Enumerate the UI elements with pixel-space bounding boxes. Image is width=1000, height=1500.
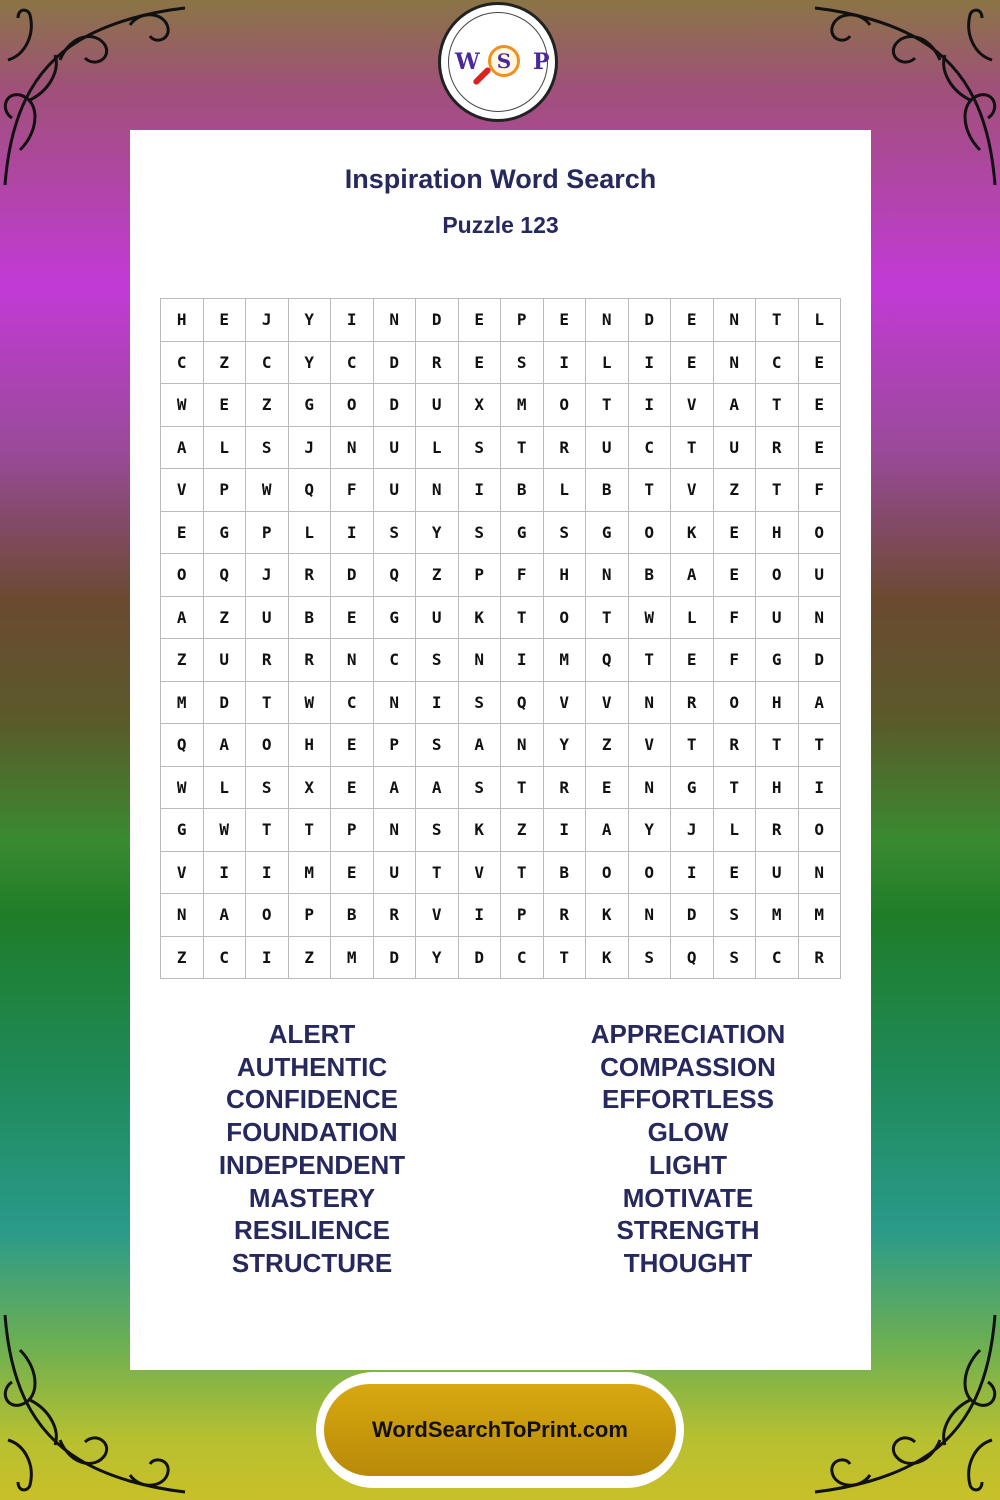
grid-cell[interactable]: T <box>416 852 459 895</box>
grid-cell[interactable]: H <box>544 554 587 597</box>
grid-cell[interactable]: Z <box>714 469 757 512</box>
grid-cell[interactable]: Q <box>374 554 417 597</box>
grid-cell[interactable]: A <box>799 682 842 725</box>
grid-cell[interactable]: U <box>246 597 289 640</box>
grid-cell[interactable]: H <box>289 724 332 767</box>
word-list-item: CONFIDENCE <box>226 1084 398 1115</box>
grid-cell[interactable]: H <box>756 512 799 555</box>
grid-cell[interactable]: Y <box>289 342 332 385</box>
grid-cell[interactable]: G <box>204 512 247 555</box>
grid-cell[interactable]: D <box>799 639 842 682</box>
grid-cell[interactable]: V <box>161 852 204 895</box>
grid-cell[interactable]: D <box>204 682 247 725</box>
grid-cell[interactable]: U <box>374 469 417 512</box>
grid-cell[interactable]: J <box>671 809 714 852</box>
grid-cell[interactable]: I <box>629 342 672 385</box>
grid-cell[interactable]: R <box>756 809 799 852</box>
grid-cell[interactable]: I <box>671 852 714 895</box>
grid-cell[interactable]: E <box>671 639 714 682</box>
grid-cell[interactable]: S <box>544 512 587 555</box>
logo-letter-p: P <box>533 49 550 75</box>
grid-cell[interactable]: H <box>756 682 799 725</box>
grid-cell[interactable]: U <box>799 554 842 597</box>
grid-cell[interactable]: A <box>374 767 417 810</box>
grid-cell[interactable]: Z <box>204 597 247 640</box>
grid-cell[interactable]: E <box>544 299 587 342</box>
grid-cell[interactable]: M <box>799 894 842 937</box>
grid-cell[interactable]: J <box>246 299 289 342</box>
grid-cell[interactable]: O <box>331 384 374 427</box>
grid-cell[interactable]: D <box>671 894 714 937</box>
grid-cell[interactable]: C <box>756 937 799 980</box>
grid-cell[interactable]: B <box>289 597 332 640</box>
grid-cell[interactable]: L <box>799 299 842 342</box>
grid-cell[interactable]: S <box>374 512 417 555</box>
grid-cell[interactable]: E <box>331 852 374 895</box>
grid-cell[interactable]: N <box>331 427 374 470</box>
grid-cell[interactable]: T <box>671 427 714 470</box>
grid-cell[interactable]: Q <box>586 639 629 682</box>
grid-cell[interactable]: T <box>246 809 289 852</box>
word-list-item: MASTERY <box>248 1182 376 1213</box>
grid-cell[interactable]: C <box>374 639 417 682</box>
grid-cell[interactable]: Y <box>416 512 459 555</box>
grid-cell[interactable]: X <box>289 767 332 810</box>
grid-cell[interactable]: V <box>586 682 629 725</box>
grid-cell[interactable]: N <box>629 682 672 725</box>
grid-cell[interactable]: E <box>586 767 629 810</box>
grid-cell[interactable]: Z <box>204 342 247 385</box>
grid-cell[interactable]: J <box>246 554 289 597</box>
grid-cell[interactable]: O <box>799 809 842 852</box>
grid-cell[interactable]: A <box>586 809 629 852</box>
grid-cell[interactable]: M <box>161 682 204 725</box>
grid-cell[interactable]: B <box>331 894 374 937</box>
grid-cell[interactable]: L <box>204 767 247 810</box>
grid-cell[interactable]: S <box>501 342 544 385</box>
grid-cell[interactable]: I <box>416 682 459 725</box>
grid-cell[interactable]: U <box>756 597 799 640</box>
grid-cell[interactable]: T <box>629 639 672 682</box>
grid-cell[interactable]: D <box>374 342 417 385</box>
grid-cell[interactable]: K <box>459 809 502 852</box>
grid-cell[interactable]: E <box>799 384 842 427</box>
grid-cell[interactable]: T <box>714 767 757 810</box>
grid-cell[interactable]: M <box>501 384 544 427</box>
grid-cell[interactable]: D <box>374 384 417 427</box>
grid-cell[interactable]: R <box>671 682 714 725</box>
grid-cell[interactable]: R <box>799 937 842 980</box>
grid-cell[interactable]: U <box>204 639 247 682</box>
grid-cell[interactable]: O <box>246 724 289 767</box>
grid-cell[interactable]: Z <box>416 554 459 597</box>
grid-cell[interactable]: T <box>756 469 799 512</box>
grid-cell[interactable]: K <box>671 512 714 555</box>
word-list-item: MOTIVATE <box>622 1182 754 1213</box>
grid-cell[interactable]: D <box>416 299 459 342</box>
grid-cell[interactable]: I <box>459 469 502 512</box>
word-list-item: INDEPENDENT <box>218 1149 406 1180</box>
grid-cell[interactable]: O <box>629 512 672 555</box>
grid-cell[interactable]: A <box>161 427 204 470</box>
grid-cell[interactable]: G <box>671 767 714 810</box>
grid-cell[interactable]: M <box>544 639 587 682</box>
grid-cell[interactable]: D <box>629 299 672 342</box>
grid-cell[interactable]: C <box>246 342 289 385</box>
grid-cell[interactable]: T <box>501 597 544 640</box>
grid-cell[interactable]: O <box>544 384 587 427</box>
grid-cell[interactable]: U <box>374 427 417 470</box>
grid-cell[interactable]: T <box>671 724 714 767</box>
grid-cell[interactable]: S <box>459 512 502 555</box>
grid-cell[interactable]: V <box>671 469 714 512</box>
grid-cell[interactable]: E <box>671 342 714 385</box>
grid-cell[interactable]: E <box>459 299 502 342</box>
grid-cell[interactable]: N <box>586 299 629 342</box>
grid-cell[interactable]: D <box>459 937 502 980</box>
grid-cell[interactable]: I <box>331 512 374 555</box>
logo-letter-w: W <box>455 49 480 75</box>
grid-cell[interactable]: E <box>714 554 757 597</box>
grid-cell[interactable]: F <box>331 469 374 512</box>
grid-cell[interactable]: Q <box>671 937 714 980</box>
grid-cell[interactable]: W <box>289 682 332 725</box>
grid-cell[interactable]: R <box>714 724 757 767</box>
grid-cell[interactable]: U <box>714 427 757 470</box>
grid-cell[interactable]: U <box>416 597 459 640</box>
site-link-label: WordSearchToPrint.com <box>324 1384 676 1476</box>
grid-cell[interactable]: R <box>246 639 289 682</box>
grid-cell[interactable]: E <box>331 767 374 810</box>
grid-cell[interactable]: T <box>289 809 332 852</box>
grid-cell[interactable]: N <box>416 469 459 512</box>
grid-cell[interactable]: K <box>586 937 629 980</box>
grid-cell[interactable]: I <box>544 809 587 852</box>
grid-cell[interactable]: S <box>459 682 502 725</box>
grid-cell[interactable]: M <box>289 852 332 895</box>
grid-cell[interactable]: E <box>331 597 374 640</box>
grid-cell[interactable]: P <box>289 894 332 937</box>
word-list-item: GLOW <box>647 1117 729 1148</box>
grid-cell[interactable]: Z <box>161 639 204 682</box>
grid-cell[interactable]: L <box>204 427 247 470</box>
grid-cell[interactable]: N <box>374 682 417 725</box>
grid-cell[interactable]: P <box>204 469 247 512</box>
grid-cell[interactable]: I <box>501 639 544 682</box>
grid-cell[interactable]: T <box>501 767 544 810</box>
grid-cell[interactable]: I <box>544 342 587 385</box>
grid-cell[interactable]: E <box>459 342 502 385</box>
grid-cell[interactable]: A <box>714 384 757 427</box>
word-list-right <box>538 1018 838 1280</box>
grid-cell[interactable]: S <box>416 809 459 852</box>
grid-cell[interactable]: T <box>756 724 799 767</box>
grid-cell[interactable]: U <box>374 852 417 895</box>
grid-cell[interactable]: R <box>374 894 417 937</box>
grid-cell[interactable]: Z <box>289 937 332 980</box>
word-list-item: RESILIENCE <box>233 1215 391 1246</box>
grid-cell[interactable]: Y <box>629 809 672 852</box>
grid-cell[interactable]: E <box>799 427 842 470</box>
word-list-left <box>162 1018 462 1280</box>
grid-cell[interactable]: B <box>586 469 629 512</box>
grid-cell[interactable]: A <box>459 724 502 767</box>
puzzle-number: Puzzle 123 <box>442 212 559 238</box>
grid-cell[interactable]: R <box>544 894 587 937</box>
puzzle-sheet <box>130 130 871 1370</box>
grid-cell[interactable]: T <box>629 469 672 512</box>
grid-cell[interactable]: Y <box>544 724 587 767</box>
grid-cell[interactable]: Z <box>246 384 289 427</box>
grid-cell[interactable]: G <box>289 384 332 427</box>
grid-cell[interactable]: O <box>246 894 289 937</box>
grid-cell[interactable]: S <box>459 427 502 470</box>
grid-cell[interactable]: N <box>501 724 544 767</box>
grid-cell[interactable]: L <box>544 469 587 512</box>
grid-cell[interactable]: V <box>416 894 459 937</box>
grid-cell[interactable]: J <box>289 427 332 470</box>
grid-cell[interactable]: G <box>756 639 799 682</box>
grid-cell[interactable]: N <box>331 639 374 682</box>
grid-cell[interactable]: V <box>161 469 204 512</box>
grid-cell[interactable]: T <box>246 682 289 725</box>
grid-cell[interactable]: D <box>331 554 374 597</box>
word-list-item: COMPASSION <box>600 1051 776 1082</box>
grid-cell[interactable]: K <box>586 894 629 937</box>
letter-grid <box>160 298 841 979</box>
grid-cell[interactable]: W <box>629 597 672 640</box>
grid-cell[interactable]: O <box>629 852 672 895</box>
grid-cell[interactable]: G <box>586 512 629 555</box>
grid-cell[interactable]: R <box>289 554 332 597</box>
grid-cell[interactable]: I <box>246 852 289 895</box>
grid-cell[interactable]: L <box>289 512 332 555</box>
grid-cell[interactable]: C <box>331 342 374 385</box>
grid-cell[interactable]: N <box>629 767 672 810</box>
grid-cell[interactable]: D <box>374 937 417 980</box>
grid-cell[interactable]: Q <box>161 724 204 767</box>
grid-cell[interactable]: O <box>714 682 757 725</box>
grid-cell[interactable]: S <box>246 427 289 470</box>
grid-cell[interactable]: A <box>204 894 247 937</box>
grid-cell[interactable]: E <box>331 724 374 767</box>
grid-cell[interactable]: U <box>416 384 459 427</box>
grid-cell[interactable]: N <box>374 299 417 342</box>
grid-cell[interactable]: R <box>544 427 587 470</box>
grid-cell[interactable]: K <box>459 597 502 640</box>
grid-cell[interactable]: I <box>331 299 374 342</box>
grid-cell[interactable]: I <box>629 384 672 427</box>
grid-cell[interactable]: V <box>544 682 587 725</box>
grid-cell[interactable]: N <box>459 639 502 682</box>
site-link-button[interactable] <box>316 1372 684 1488</box>
grid-cell[interactable]: I <box>799 767 842 810</box>
grid-cell[interactable]: O <box>756 554 799 597</box>
word-list-item: EFFORTLESS <box>602 1084 774 1115</box>
grid-cell[interactable]: N <box>799 852 842 895</box>
grid-cell[interactable]: F <box>501 554 544 597</box>
word-list-item: STRENGTH <box>616 1215 760 1246</box>
grid-cell[interactable]: A <box>671 554 714 597</box>
grid-cell[interactable]: C <box>331 682 374 725</box>
grid-cell[interactable]: R <box>544 767 587 810</box>
grid-cell[interactable]: Z <box>501 809 544 852</box>
grid-cell[interactable]: U <box>756 852 799 895</box>
grid-cell[interactable]: I <box>246 937 289 980</box>
word-list-item: APPRECIATION <box>590 1019 786 1049</box>
grid-cell[interactable]: N <box>799 597 842 640</box>
grid-cell[interactable]: Z <box>161 937 204 980</box>
grid-cell[interactable]: I <box>459 894 502 937</box>
grid-cell[interactable]: B <box>629 554 672 597</box>
grid-cell[interactable]: L <box>586 342 629 385</box>
grid-cell[interactable]: X <box>459 384 502 427</box>
word-list-item: LIGHT <box>649 1149 727 1180</box>
grid-cell[interactable]: V <box>671 384 714 427</box>
grid-cell[interactable]: N <box>714 342 757 385</box>
grid-cell[interactable]: Q <box>204 554 247 597</box>
grid-cell[interactable]: S <box>416 724 459 767</box>
grid-cell[interactable]: G <box>161 809 204 852</box>
grid-cell[interactable]: R <box>756 427 799 470</box>
grid-cell[interactable]: V <box>459 852 502 895</box>
puzzle-title: Inspiration Word Search <box>344 164 657 194</box>
grid-cell[interactable]: W <box>161 384 204 427</box>
grid-cell[interactable]: E <box>204 384 247 427</box>
grid-cell[interactable]: T <box>799 724 842 767</box>
grid-cell[interactable]: Y <box>416 937 459 980</box>
grid-cell[interactable]: E <box>714 852 757 895</box>
word-list-item: ALERT <box>268 1019 356 1049</box>
grid-cell[interactable]: Y <box>289 299 332 342</box>
grid-cell[interactable]: C <box>501 937 544 980</box>
grid-cell[interactable]: N <box>586 554 629 597</box>
grid-cell[interactable]: P <box>374 724 417 767</box>
grid-cell[interactable]: E <box>671 299 714 342</box>
grid-cell[interactable]: A <box>416 767 459 810</box>
grid-cell[interactable]: S <box>714 894 757 937</box>
grid-cell[interactable]: T <box>756 299 799 342</box>
grid-cell[interactable]: S <box>629 937 672 980</box>
grid-cell[interactable]: T <box>586 384 629 427</box>
grid-cell[interactable]: C <box>629 427 672 470</box>
word-list-item: AUTHENTIC <box>236 1051 388 1082</box>
grid-cell[interactable]: H <box>756 767 799 810</box>
grid-cell[interactable]: P <box>501 894 544 937</box>
word-list-item: FOUNDATION <box>226 1117 398 1148</box>
grid-cell[interactable]: W <box>246 469 289 512</box>
grid-cell[interactable]: O <box>544 597 587 640</box>
grid-cell[interactable]: B <box>501 469 544 512</box>
grid-cell[interactable]: E <box>799 342 842 385</box>
grid-cell[interactable]: B <box>544 852 587 895</box>
grid-cell[interactable]: U <box>586 427 629 470</box>
grid-cell[interactable]: L <box>416 427 459 470</box>
grid-cell[interactable]: T <box>544 937 587 980</box>
grid-cell[interactable]: F <box>714 597 757 640</box>
grid-cell[interactable]: S <box>714 937 757 980</box>
grid-cell[interactable]: T <box>501 427 544 470</box>
grid-cell[interactable]: P <box>459 554 502 597</box>
grid-cell[interactable]: R <box>416 342 459 385</box>
magnifier-icon: S <box>488 45 520 77</box>
word-list-item: THOUGHT <box>623 1247 753 1278</box>
grid-cell[interactable]: L <box>671 597 714 640</box>
grid-cell[interactable]: S <box>246 767 289 810</box>
grid-cell[interactable]: O <box>586 852 629 895</box>
grid-cell[interactable]: R <box>289 639 332 682</box>
grid-cell[interactable]: T <box>586 597 629 640</box>
grid-cell[interactable]: O <box>161 554 204 597</box>
grid-cell[interactable]: A <box>161 597 204 640</box>
grid-cell[interactable]: G <box>374 597 417 640</box>
word-list-item: STRUCTURE <box>231 1247 393 1278</box>
grid-cell[interactable]: G <box>501 512 544 555</box>
grid-cell[interactable]: Q <box>289 469 332 512</box>
grid-cell[interactable]: P <box>246 512 289 555</box>
grid-cell[interactable]: E <box>161 512 204 555</box>
grid-cell[interactable]: V <box>629 724 672 767</box>
grid-cell[interactable]: H <box>161 299 204 342</box>
grid-cell[interactable]: W <box>204 809 247 852</box>
grid-cell[interactable]: C <box>204 937 247 980</box>
grid-cell[interactable]: P <box>501 299 544 342</box>
grid-cell[interactable]: O <box>799 512 842 555</box>
grid-cell[interactable]: Q <box>501 682 544 725</box>
grid-cell[interactable]: Z <box>586 724 629 767</box>
site-logo[interactable] <box>438 2 558 122</box>
grid-cell[interactable]: N <box>161 894 204 937</box>
grid-cell[interactable]: S <box>416 639 459 682</box>
grid-cell[interactable]: C <box>756 342 799 385</box>
grid-cell[interactable]: I <box>204 852 247 895</box>
grid-cell[interactable]: L <box>714 809 757 852</box>
grid-cell[interactable]: F <box>714 639 757 682</box>
grid-cell[interactable]: N <box>629 894 672 937</box>
grid-cell[interactable]: F <box>799 469 842 512</box>
grid-cell[interactable]: N <box>374 809 417 852</box>
grid-cell[interactable]: A <box>204 724 247 767</box>
grid-cell[interactable]: C <box>161 342 204 385</box>
grid-cell[interactable]: E <box>714 512 757 555</box>
grid-cell[interactable]: P <box>331 809 374 852</box>
grid-cell[interactable]: M <box>756 894 799 937</box>
grid-cell[interactable]: M <box>331 937 374 980</box>
grid-cell[interactable]: T <box>501 852 544 895</box>
grid-cell[interactable]: E <box>204 299 247 342</box>
grid-cell[interactable]: W <box>161 767 204 810</box>
grid-cell[interactable]: T <box>756 384 799 427</box>
grid-cell[interactable]: N <box>714 299 757 342</box>
grid-cell[interactable]: S <box>459 767 502 810</box>
